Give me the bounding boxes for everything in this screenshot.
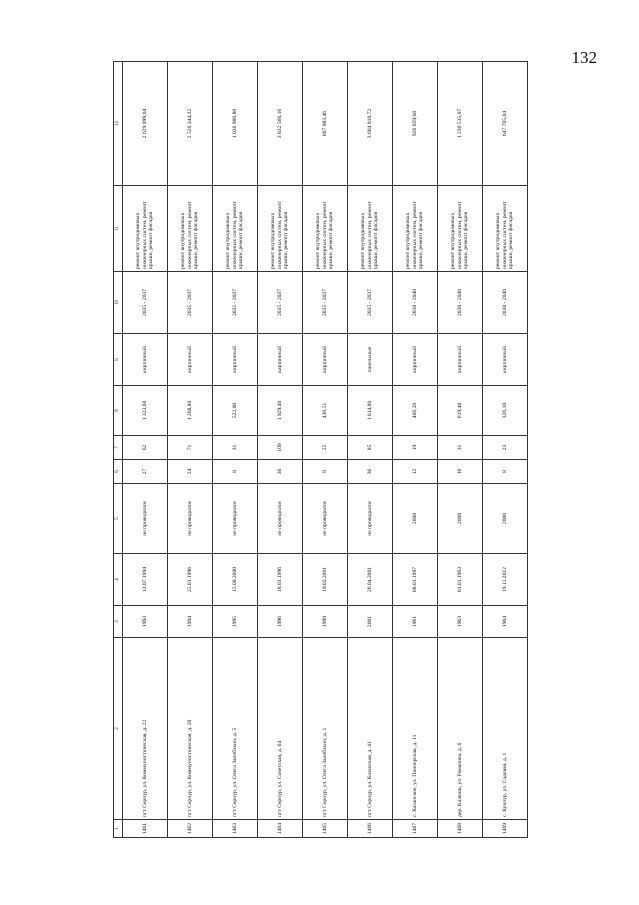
date-cell: 26.04.2001 (348, 554, 393, 606)
row-number-cell: 1463 (213, 820, 258, 838)
header-cell: 3 (114, 606, 123, 638)
address-cell: с. Казанское, ул. Пионерская, д. 11 (393, 638, 438, 820)
period-cell: 2035 - 2037 (168, 272, 213, 334)
works-cell: ремонт внутридомовых инженерных систем, ремонт крыши, ремонт фасадов (258, 186, 303, 272)
cost-cell: 867 083,46 (303, 62, 348, 186)
table-row (258, 62, 303, 838)
header-cell: 8 (114, 386, 123, 436)
cost-cell: 3 832 560,16 (258, 62, 303, 186)
address-cell: пгт Сернур, ул. Олега Заонбзкин, д. 5 (213, 638, 258, 820)
row-number-cell: 1462 (168, 820, 213, 838)
header-cell: 9 (114, 334, 123, 386)
wall-material-cell: кирпичный (258, 334, 303, 386)
wall-material-cell: кирпичный (303, 334, 348, 386)
last-repair-cell: 2008 (483, 484, 528, 554)
count-cell: 8 (213, 460, 258, 484)
address-cell: пгт Сернур, ул. Советская, д. 64 (258, 638, 303, 820)
wall-material-cell: панельные (348, 334, 393, 386)
count-cell: 24 (168, 460, 213, 484)
period-cell: 2038 - 2040 (483, 272, 528, 334)
area-cell: 436,51 (303, 386, 348, 436)
works-cell: ремонт внутридомовых инженерных систем, ремонт крыши, ремонт фасадов (213, 186, 258, 272)
header-cell: 12 (114, 62, 123, 186)
year-built-cell: 1961 (393, 606, 438, 638)
area-cell: 1 814,80 (348, 386, 393, 436)
period-cell: 2035 - 2037 (123, 272, 168, 334)
count-cell: 16 (438, 460, 483, 484)
rotated-table-wrapper (113, 62, 521, 838)
cost-cell: 647 765,04 (483, 62, 528, 186)
area-cell: 1 268,80 (168, 386, 213, 436)
count-cell: 12 (393, 460, 438, 484)
wall-material-cell: кирпичный (483, 334, 528, 386)
year-built-cell: 2001 (348, 606, 393, 638)
wall-material-cell: кирпичный (393, 334, 438, 386)
year-built-cell: 1999 (303, 606, 348, 638)
area-cell: 326,10 (483, 386, 528, 436)
year-built-cell: 1963 (438, 606, 483, 638)
year-built-cell: 1996 (258, 606, 303, 638)
header-cell: 2 (114, 638, 123, 820)
year-built-cell: 1964 (483, 606, 528, 638)
cost-cell: 1 036 900,80 (213, 62, 258, 186)
works-cell: ремонт внутридомовых инженерных систем, ремонт крыши, ремонт фасадов (438, 186, 483, 272)
date-cell: 01.01.1963 (438, 554, 483, 606)
year-built-cell: 1993 (123, 606, 168, 638)
date-cell: 19.11.2012 (483, 554, 528, 606)
wall-material-cell: кирпичный (123, 334, 168, 386)
last-repair-cell: 2008 (393, 484, 438, 554)
table-row (123, 62, 168, 838)
last-repair-cell: не проводился (258, 484, 303, 554)
area-cell: 466,20 (393, 386, 438, 436)
header-cell: 11 (114, 186, 123, 272)
date-cell: 25.01.1996 (168, 554, 213, 606)
count-cell: 85 (348, 436, 393, 460)
count-cell: 8 (483, 460, 528, 484)
wall-material-cell: кирпичный (213, 334, 258, 386)
count-cell: 62 (123, 436, 168, 460)
period-cell: 2035 - 2037 (348, 272, 393, 334)
header-cell: 4 (114, 554, 123, 606)
count-cell: 19 (393, 436, 438, 460)
housing-table (113, 61, 528, 838)
header-cell: 7 (114, 436, 123, 460)
works-cell: ремонт внутридомовых инженерных систем, ремонт крыши, ремонт фасадов (348, 186, 393, 272)
date-cell: 08.01.1997 (393, 554, 438, 606)
count-cell: 31 (438, 436, 483, 460)
header-row (114, 62, 123, 838)
address-cell: с. Кукнур, ул. Садовая, д. 1 (483, 638, 528, 820)
address-cell: пгт Сернур, ул. Коммунистическая, д. 22 (123, 638, 168, 820)
period-cell: 2038 - 2040 (438, 272, 483, 334)
area-cell: 619,48 (438, 386, 483, 436)
row-number-cell: 1465 (303, 820, 348, 838)
count-cell: 31 (213, 436, 258, 460)
works-cell: ремонт внутридомовых инженерных систем, ремонт крыши, ремонт фасадов (123, 186, 168, 272)
count-cell: 23 (483, 436, 528, 460)
count-cell: 36 (258, 460, 303, 484)
last-repair-cell: не проводился (123, 484, 168, 554)
count-cell: 27 (123, 460, 168, 484)
period-cell: 2038 - 2040 (393, 272, 438, 334)
table-body (123, 62, 528, 838)
header-cell: 6 (114, 460, 123, 484)
row-number-cell: 1468 (438, 820, 483, 838)
count-cell: 8 (303, 460, 348, 484)
year-built-cell: 1995 (213, 606, 258, 638)
header-cell: 1 (114, 820, 123, 838)
date-cell: 15.08.2000 (213, 554, 258, 606)
row-number-cell: 1467 (393, 820, 438, 838)
row-number-cell: 1461 (123, 820, 168, 838)
works-cell: ремонт внутридомовых инженерных систем, ремонт крыши, ремонт фасадов (303, 186, 348, 272)
last-repair-cell: не проводился (303, 484, 348, 554)
last-repair-cell: не проводился (348, 484, 393, 554)
table-row (168, 62, 213, 838)
address-cell: дер. Калеиш, ул. Романова, д. 6 (438, 638, 483, 820)
table-row (483, 62, 528, 838)
area-cell: 1 929,40 (258, 386, 303, 436)
row-number-cell: 1464 (258, 820, 303, 838)
works-cell: ремонт внутридомовых инженерных систем, ремонт крыши, ремонт фасадов (393, 186, 438, 272)
address-cell: пгт Сернур, ул. Коммунистическая, д. 20 (168, 638, 213, 820)
count-cell: 109 (258, 436, 303, 460)
header-cell: 5 (114, 484, 123, 554)
area-cell: 522,00 (213, 386, 258, 436)
row-number-cell: 1466 (348, 820, 393, 838)
date-cell: 18.03.1996 (258, 554, 303, 606)
row-number-cell: 1469 (483, 820, 528, 838)
period-cell: 2035 - 2037 (213, 272, 258, 334)
period-cell: 2035 - 2037 (303, 272, 348, 334)
last-repair-cell: 2008 (438, 484, 483, 554)
date-cell: 13.07.1994 (123, 554, 168, 606)
cost-cell: 1 230 535,07 (438, 62, 483, 186)
address-cell: пгт Сернур, ул. Олега Заонбзкин, д. 1 (303, 638, 348, 820)
cost-cell: 926 059,68 (393, 62, 438, 186)
cost-cell: 2 629 999,04 (123, 62, 168, 186)
count-cell: 71 (168, 436, 213, 460)
count-cell: 36 (348, 460, 393, 484)
table-row (348, 62, 393, 838)
cost-cell: 3 604 918,72 (348, 62, 393, 186)
table-row (303, 62, 348, 838)
date-cell: 19.03.2001 (303, 554, 348, 606)
count-cell: 25 (303, 436, 348, 460)
table-row (213, 62, 258, 838)
table-row (393, 62, 438, 838)
wall-material-cell: кирпичный (168, 334, 213, 386)
year-built-cell: 1994 (168, 606, 213, 638)
last-repair-cell: не проводился (213, 484, 258, 554)
last-repair-cell: не проводился (168, 484, 213, 554)
works-cell: ремонт внутридомовых инженерных систем, ремонт крыши, ремонт фасадов (168, 186, 213, 272)
wall-material-cell: кирпичный (438, 334, 483, 386)
cost-cell: 2 520 344,32 (168, 62, 213, 186)
period-cell: 2035 - 2037 (258, 272, 303, 334)
header-cell: 10 (114, 272, 123, 334)
area-cell: 1 323,60 (123, 386, 168, 436)
works-cell: ремонт внутридомовых инженерных систем, ремонт крыши, ремонт фасадов (483, 186, 528, 272)
page-number: 132 (571, 48, 597, 67)
address-cell: пгт Сернур, ул. Казанская, д. 41 (348, 638, 393, 820)
table-row (438, 62, 483, 838)
